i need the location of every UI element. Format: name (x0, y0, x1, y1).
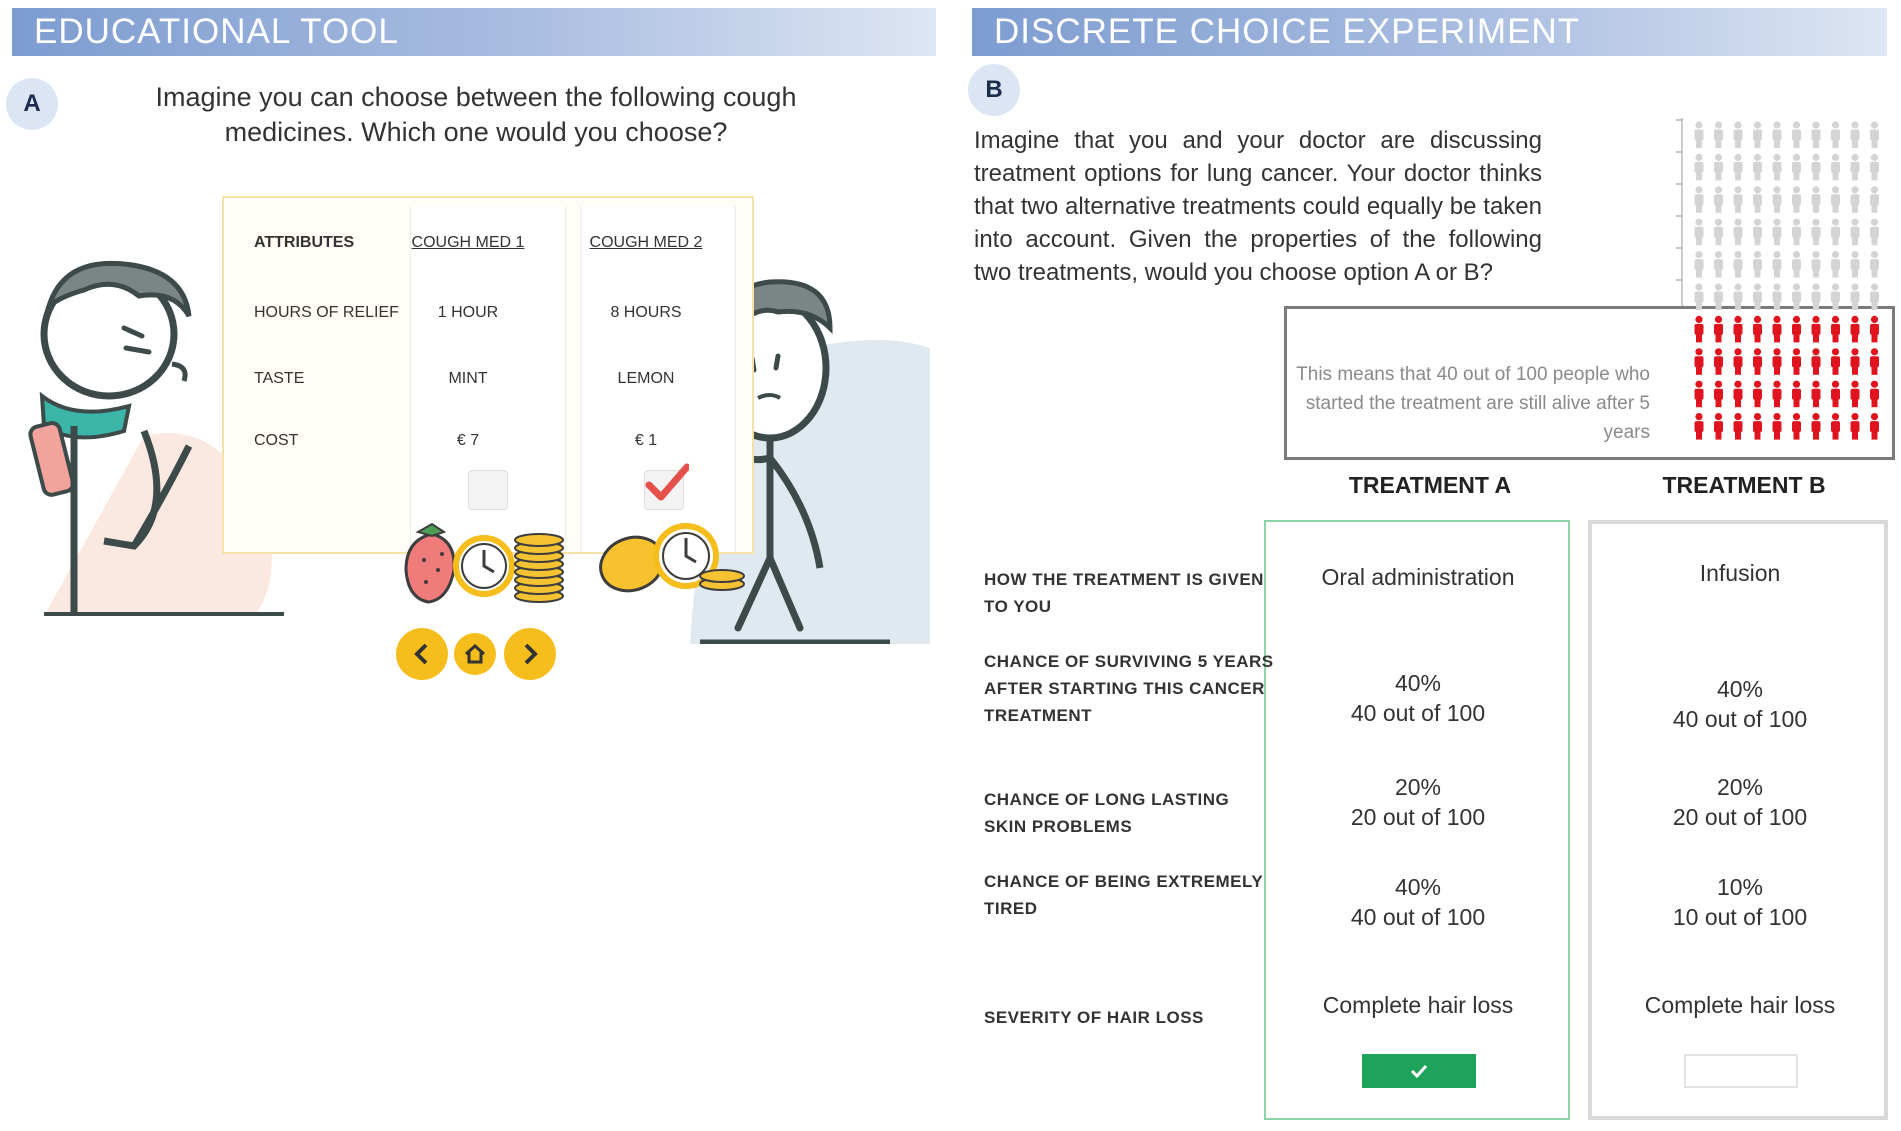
person-figure (1812, 283, 1821, 310)
person-figure (1812, 219, 1821, 246)
person-figure (1695, 219, 1704, 246)
person-figure (1812, 348, 1821, 375)
person-figure (1831, 283, 1840, 310)
select-treatment-b-button[interactable] (1684, 1054, 1798, 1088)
person-figure (1714, 121, 1723, 148)
row-label: HOURS OF RELIEF (254, 304, 399, 321)
person-figure (1773, 154, 1782, 181)
person-figure (1773, 186, 1782, 213)
person-figure (1792, 316, 1801, 343)
person-figure (1851, 316, 1860, 343)
person-figure (1851, 283, 1860, 310)
person-figure (1851, 413, 1860, 440)
person-figure (1695, 381, 1704, 408)
person-figure (1753, 186, 1762, 213)
person-figure (1831, 316, 1840, 343)
next-button[interactable] (504, 628, 556, 680)
person-figure (1851, 348, 1860, 375)
attribute-label: SEVERITY OF HAIR LOSS (984, 1008, 1204, 1027)
person-figure (1734, 219, 1743, 246)
attributes-header: ATTRIBUTES (254, 234, 355, 251)
person-figure (1851, 121, 1860, 148)
person-figure (1734, 121, 1743, 148)
person-figure (1773, 316, 1782, 343)
treatment-a-percent: 40% (1394, 874, 1442, 900)
person-figure (1870, 186, 1879, 213)
person-figure (1812, 316, 1821, 343)
person-figure (1812, 413, 1821, 440)
attribute-label: CHANCE OF LONG LASTING SKIN PROBLEMS (984, 790, 1230, 836)
row-option1-value: MINT (448, 370, 488, 387)
person-figure (1792, 283, 1801, 310)
person-figure (1870, 121, 1879, 148)
person-figure (1792, 219, 1801, 246)
person-figure (1870, 381, 1879, 408)
attribute-label: CHANCE OF BEING EXTREMELY TIRED (984, 872, 1263, 918)
person-figure (1695, 121, 1704, 148)
panel-label-b: B (968, 64, 1020, 116)
person-figure (1753, 413, 1762, 440)
person-figure (1851, 381, 1860, 408)
chevron-left-icon (410, 642, 434, 666)
person-figure (1870, 316, 1879, 343)
treatment-b-frequency: 20 out of 100 (1672, 804, 1808, 830)
person-figure (1695, 186, 1704, 213)
person-figure (1851, 251, 1860, 278)
check-icon (1410, 1064, 1428, 1078)
person-figure (1812, 186, 1821, 213)
option1-header: COUGH MED 1 (411, 234, 525, 251)
person-figure (1792, 381, 1801, 408)
treatment-b-value: Complete hair loss (1644, 992, 1836, 1018)
person-figure (1753, 251, 1762, 278)
person-figure (1831, 154, 1840, 181)
person-figure (1792, 413, 1801, 440)
row-option2-value: LEMON (617, 370, 675, 387)
person-figure (1792, 121, 1801, 148)
row-label: TASTE (254, 370, 305, 387)
person-figure (1831, 219, 1840, 246)
treatment-a-frequency: 40 out of 100 (1350, 700, 1486, 726)
person-figure (1714, 413, 1723, 440)
person-figure (1851, 219, 1860, 246)
person-figure (1812, 381, 1821, 408)
treatment-b-header: TREATMENT B (1662, 472, 1826, 498)
person-figure (1695, 251, 1704, 278)
person-figure (1714, 348, 1723, 375)
home-button[interactable] (454, 633, 496, 675)
person-figure (1714, 381, 1723, 408)
option2-checkbox[interactable] (644, 470, 684, 510)
treatment-a-percent: 20% (1394, 774, 1442, 800)
person-figure (1753, 219, 1762, 246)
survival-pictogram (1690, 118, 1890, 444)
back-button[interactable] (396, 628, 448, 680)
treatment-b-percent: 20% (1716, 774, 1764, 800)
treatment-a-value: Complete hair loss (1322, 992, 1514, 1018)
row-label: COST (254, 432, 299, 449)
attribute-label: CHANCE OF SURVIVING 5 YEARS AFTER STARTING THIS CANCER TREATMENT (984, 652, 1274, 725)
person-figure (1831, 413, 1840, 440)
person-figure (1870, 219, 1879, 246)
treatment-a-frequency: 20 out of 100 (1350, 804, 1486, 830)
panel-label-a: A (6, 78, 58, 130)
person-figure (1870, 251, 1879, 278)
person-figure (1812, 121, 1821, 148)
person-figure (1753, 348, 1762, 375)
person-figure (1734, 413, 1743, 440)
person-figure (1870, 413, 1879, 440)
person-figure (1831, 251, 1840, 278)
educational-tool-title: EDUCATIONAL TOOL (34, 12, 399, 51)
person-figure (1695, 283, 1704, 310)
option2-header: COUGH MED 2 (589, 234, 703, 251)
person-figure (1851, 186, 1860, 213)
person-figure (1753, 283, 1762, 310)
chevron-right-icon (518, 642, 542, 666)
check-icon (643, 461, 689, 501)
person-figure (1714, 154, 1723, 181)
select-treatment-a-button[interactable] (1362, 1054, 1476, 1088)
person-figure (1870, 348, 1879, 375)
person-figure (1714, 251, 1723, 278)
option2-illustration (598, 516, 748, 596)
cough-medicine-table (222, 196, 754, 554)
row-option1-value: 1 HOUR (437, 304, 499, 321)
home-icon (463, 642, 487, 666)
person-figure (1734, 154, 1743, 181)
person-figure (1773, 348, 1782, 375)
person-figure (1695, 413, 1704, 440)
person-figure (1714, 283, 1723, 310)
person-figure (1753, 381, 1762, 408)
person-figure (1773, 251, 1782, 278)
person-figure (1753, 154, 1762, 181)
pictogram-note: This means that 40 out of 100 people who started the treatment are still alive after 5 years (1296, 364, 1650, 443)
treatment-a-value: Oral administration (1321, 564, 1515, 590)
person-figure (1812, 251, 1821, 278)
person-figure (1831, 186, 1840, 213)
person-figure (1714, 316, 1723, 343)
person-figure (1812, 154, 1821, 181)
person-figure (1734, 348, 1743, 375)
person-figure (1773, 413, 1782, 440)
person-figure (1714, 186, 1723, 213)
person-figure (1734, 283, 1743, 310)
person-figure (1695, 316, 1704, 343)
person-figure (1734, 186, 1743, 213)
option1-checkbox[interactable] (468, 470, 508, 510)
person-figure (1714, 219, 1723, 246)
treatment-b-value: Infusion (1699, 560, 1781, 586)
dce-title: DISCRETE CHOICE EXPERIMENT (994, 12, 1581, 51)
attribute-label: HOW THE TREATMENT IS GIVEN TO YOU (984, 570, 1264, 616)
person-figure (1792, 348, 1801, 375)
person-figure (1831, 121, 1840, 148)
option1-illustration (404, 520, 566, 604)
person-figure (1851, 154, 1860, 181)
educational-tool-banner (12, 8, 936, 56)
treatment-b-percent: 40% (1716, 676, 1764, 702)
treatment-b-frequency: 10 out of 100 (1672, 904, 1808, 930)
person-figure (1870, 154, 1879, 181)
person-figure (1734, 381, 1743, 408)
treatment-a-header: TREATMENT A (1348, 472, 1512, 498)
person-figure (1831, 348, 1840, 375)
person-figure (1870, 283, 1879, 310)
person-figure (1792, 251, 1801, 278)
treatment-b-percent: 10% (1716, 874, 1764, 900)
person-figure (1831, 381, 1840, 408)
person-figure (1695, 348, 1704, 375)
treatment-a-percent: 40% (1394, 670, 1442, 696)
row-option2-value: 8 HOURS (610, 304, 682, 321)
person-figure (1753, 121, 1762, 148)
dce-intro-text: Imagine that you and your doctor are discussing treatment options for lung cancer. Your doctor thinks that two alternative treatments could equally be taken into account. Given the properties of the following two treatments, would you choose option A or B? (974, 127, 1542, 286)
person-figure (1773, 219, 1782, 246)
person-figure (1773, 283, 1782, 310)
row-option2-value: € 1 (634, 432, 658, 449)
person-figure (1734, 251, 1743, 278)
person-figure (1734, 316, 1743, 343)
person-figure (1753, 316, 1762, 343)
person-figure (1792, 186, 1801, 213)
person-figure (1773, 121, 1782, 148)
treatment-a-frequency: 40 out of 100 (1350, 904, 1486, 930)
person-figure (1695, 154, 1704, 181)
dce-banner (972, 8, 1887, 56)
cough-question: Imagine you can choose between the following cough medicines. Which one would you choose? (155, 82, 797, 147)
treatment-b-frequency: 40 out of 100 (1672, 706, 1808, 732)
person-figure (1792, 154, 1801, 181)
person-figure (1773, 381, 1782, 408)
row-option1-value: € 7 (456, 432, 480, 449)
